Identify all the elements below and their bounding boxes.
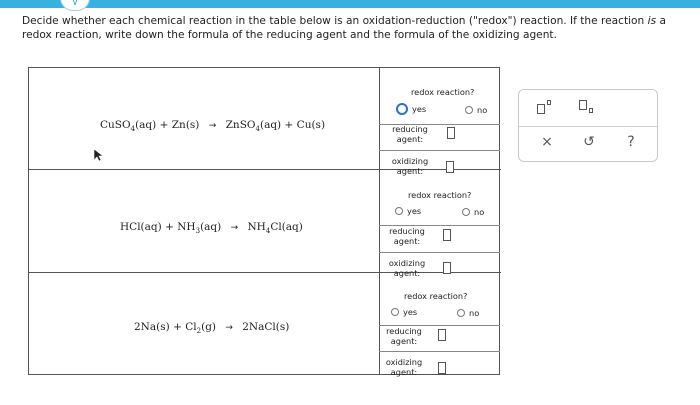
state-label: (g) (201, 321, 217, 333)
subscript-button[interactable] (575, 96, 605, 116)
reaction-arrow-icon: → (230, 223, 239, 233)
redox-no-option[interactable] (462, 207, 484, 217)
state-label: (aq) (259, 119, 282, 131)
reaction-arrow-icon: → (208, 121, 217, 131)
radio-yes[interactable] (391, 308, 399, 316)
plus-sign: + (284, 119, 294, 131)
reducing-agent-label: reducing agent: (386, 326, 422, 346)
reducing-agent-label: reducing agent: (392, 124, 428, 144)
reactant-formula: CuSO (100, 119, 131, 131)
subscript: 4 (255, 125, 260, 134)
no-label: no (474, 207, 485, 217)
redox-yes-option[interactable] (391, 307, 417, 317)
reaction-equation-3 (134, 321, 289, 335)
panel-divider (519, 126, 657, 127)
oxidizing-agent-input[interactable] (446, 161, 454, 173)
redox-question-label: redox reaction? (411, 87, 475, 97)
plus-sign: + (159, 119, 169, 131)
radio-yes[interactable] (396, 103, 408, 115)
oxidizing-agent-input[interactable] (443, 262, 451, 274)
reducing-agent-label: reducing agent: (389, 226, 425, 246)
subscript: 4 (130, 125, 136, 134)
superscript-base-icon (537, 104, 545, 114)
cell-divider (379, 150, 500, 151)
product-formula: NH (247, 221, 266, 233)
subscript: 2 (196, 327, 202, 336)
reducing-agent-input[interactable] (447, 127, 455, 139)
subscript: 4 (265, 227, 271, 236)
reaction-equation-2 (120, 221, 303, 235)
plus-sign: + (173, 321, 182, 333)
reactant-formula: HCl(aq) (120, 221, 162, 233)
state-label: (aq) (135, 119, 157, 131)
subscript: 3 (195, 227, 201, 236)
reactant-formula: Cl (185, 321, 197, 333)
product-formula: Cu(s) (296, 119, 326, 131)
redox-yes-option[interactable] (396, 103, 426, 115)
clear-x-icon[interactable]: × (541, 134, 553, 150)
radio-no[interactable] (457, 309, 465, 317)
subscript-base-icon (579, 100, 587, 110)
plus-sign: + (165, 221, 174, 233)
oxidizing-agent-label: oxidizing agent: (385, 357, 423, 377)
superscript-exponent-icon (547, 100, 551, 105)
subscript-index-icon (589, 108, 593, 113)
undo-icon[interactable]: ↺ (583, 134, 595, 150)
question-instructions (22, 14, 687, 42)
product-formula: ZnSO (225, 119, 256, 131)
reactant-formula: 2Na(s) (134, 321, 170, 333)
yes-label: yes (407, 206, 422, 216)
radio-yes[interactable] (395, 207, 403, 215)
collapse-chevron-icon[interactable]: ∨ (60, 0, 90, 11)
reaction-arrow-icon: → (225, 323, 233, 333)
instructions-part2: a redox reaction, write down the formula of the reducing agent and the formula of the oxidizing agent. (22, 15, 666, 41)
reducing-agent-input[interactable] (438, 329, 446, 341)
cell-divider (379, 351, 500, 352)
product-formula: 2NaCl(s) (242, 321, 290, 333)
help-icon[interactable]: ? (627, 134, 635, 150)
yes-label: yes (403, 307, 418, 317)
instructions-part1: Decide whether each chemical reaction in the table below is an oxidation-reduction ("redox") reaction. If the reaction (22, 15, 648, 27)
redox-yes-option[interactable] (395, 206, 421, 216)
no-label: no (477, 105, 488, 115)
state-label: (aq) (200, 221, 222, 233)
reaction-equation-1 (100, 119, 325, 133)
reactant-formula: Zn(s) (171, 119, 200, 131)
radio-no[interactable] (465, 106, 473, 114)
state-label: Cl(aq) (270, 221, 303, 233)
mouse-cursor-icon (93, 148, 103, 162)
top-accent-bar (0, 0, 700, 8)
answer-tools-panel (518, 89, 658, 162)
oxidizing-agent-input[interactable] (438, 362, 446, 374)
reactant-formula: NH (177, 221, 196, 233)
redox-question-label: redox reaction? (404, 291, 468, 301)
instructions-italic: is (647, 15, 657, 27)
oxidizing-agent-label: oxidizing agent: (388, 258, 426, 278)
radio-no[interactable] (462, 208, 470, 216)
redox-question-label: redox reaction? (408, 190, 472, 200)
no-label: no (469, 308, 480, 318)
reducing-agent-input[interactable] (443, 229, 451, 241)
cell-divider (379, 252, 500, 253)
superscript-button[interactable] (533, 96, 563, 116)
oxidizing-agent-label: oxidizing agent: (391, 156, 429, 176)
redox-no-option[interactable] (465, 105, 487, 115)
yes-label: yes (412, 104, 427, 114)
redox-no-option[interactable] (457, 308, 479, 318)
